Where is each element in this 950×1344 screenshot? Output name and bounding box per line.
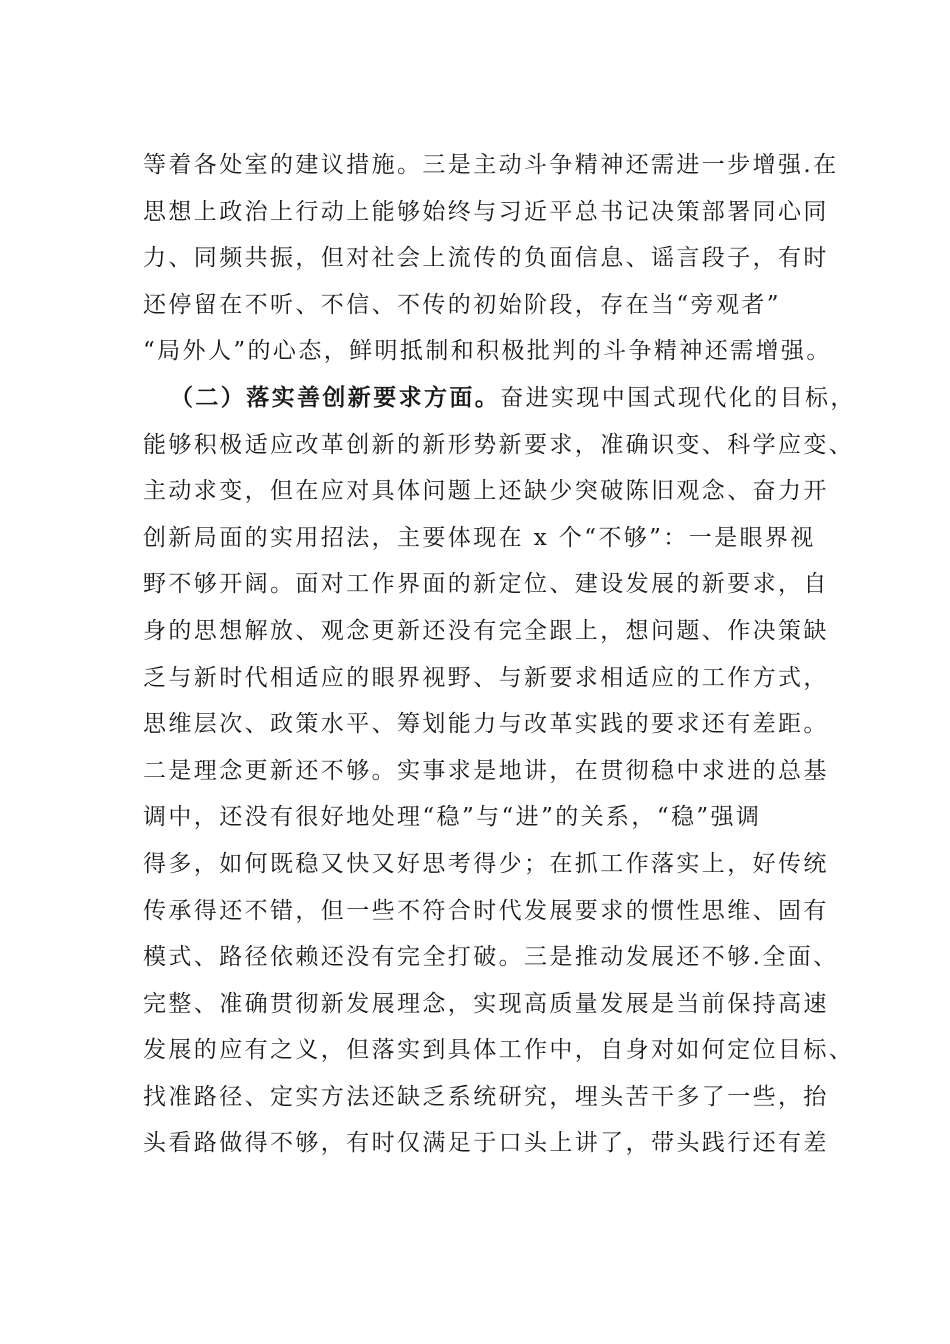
text-line: 野不够开阔。面对工作界面的新定位、建设发展的新要求，自 xyxy=(143,571,829,598)
text-line: 还停留在不听、不信、不传的初始阶段，存在当“旁观者” xyxy=(143,291,781,318)
section-heading: （二）落实善创新要求方面。 xyxy=(170,383,501,411)
text-line: 能够积极适应改革创新的新形势新要求，准确识变、科学应变、 xyxy=(143,431,855,458)
text-line: 乏与新时代相适应的眼界视野、与新要求相适应的工作方式， xyxy=(143,664,829,691)
text-line: 调中，还没有很好地处理“稳”与“进”的关系，“稳”强调 xyxy=(143,804,762,831)
text-line: 力、同频共振，但对社会上流传的负面信息、谣言段子，有时 xyxy=(143,245,829,272)
text-line: 身的思想解放、观念更新还没有完全跟上，想问题、作决策缺 xyxy=(143,617,829,644)
text-line: 头看路做得不够，有时仅满足于口头上讲了，带头践行还有差 xyxy=(143,1130,829,1157)
text-line: 发展的应有之义，但落实到具体工作中，自身对如何定位目标、 xyxy=(143,1037,855,1064)
text-line: “局外人”的心态，鲜明抵制和积极批判的斗争精神还需增强。 xyxy=(143,338,832,365)
document-body xyxy=(143,142,856,1167)
text-line: 得多，如何既稳又快又好思考得少；在抓工作落实上，好传统 xyxy=(143,850,829,877)
text-line: 等着各处室的建议措施。三是主动斗争精神还需进一步增强.在 xyxy=(143,152,839,178)
section-first-line-text: 奋进实现中国式现代化的目标， xyxy=(500,384,856,411)
text-line: 二是理念更新还不够。实事求是地讲，在贯彻稳中求进的总基 xyxy=(143,757,829,784)
text-line: 传承得还不错，但一些不符合时代发展要求的惯性思维、固有 xyxy=(143,897,829,924)
section-first-line xyxy=(143,375,856,422)
text-line: 主动求变，但在应对具体问题上还缺少突破陈旧观念、奋力开 xyxy=(143,478,829,505)
text-line: 思想上政治上行动上能够始终与习近平总书记决策部署同心同 xyxy=(143,198,829,225)
text-line: 完整、准确贯彻新发展理念，实现高质量发展是当前保持高速 xyxy=(143,990,829,1017)
text-line: 模式、路径依赖还没有完全打破。三是推动发展还不够.全面、 xyxy=(143,944,839,971)
text-line: 思维层次、政策水平、筹划能力与改革实践的要求还有差距。 xyxy=(143,711,829,738)
text-line: 创新局面的实用招法，主要体现在 x 个“不够”：一是眼界视 xyxy=(143,524,816,551)
text-line: 找准路径、定实方法还缺乏系统研究，埋头苦干多了一些，抬 xyxy=(143,1083,829,1110)
